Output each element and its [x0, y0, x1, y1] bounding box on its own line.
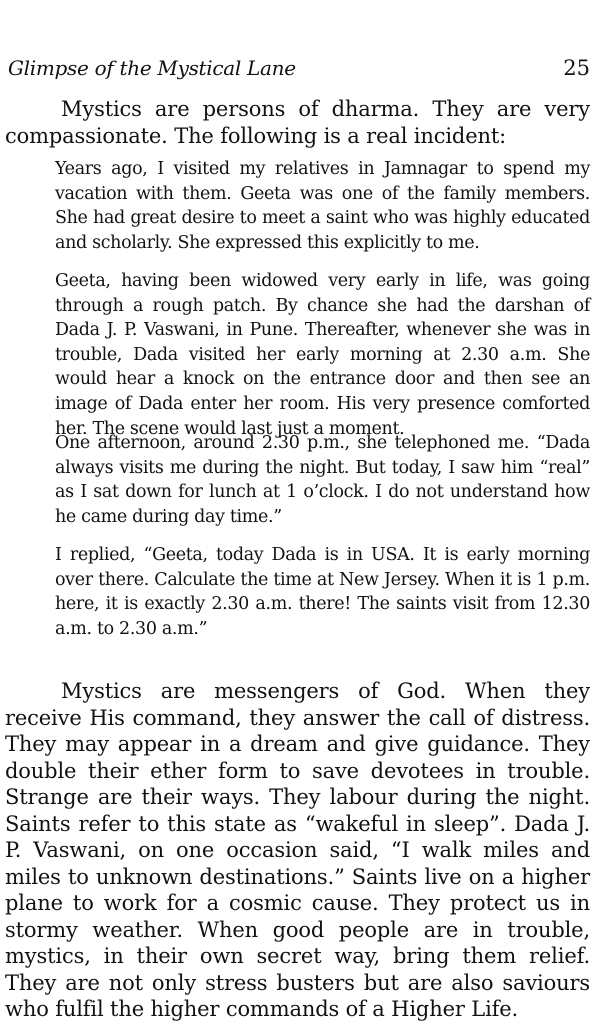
intro-paragraph: Mystics are persons of dharma. They are very compassionate. The following is a real incident: [5, 97, 590, 148]
page-number: 25 [563, 56, 590, 80]
running-title: Glimpse of the Mystical Lane [8, 56, 296, 80]
quote-paragraph: One afternoon, around 2.30 p.m., she telephoned me. “Dada always visits me during the night. But today, I saw him “real” as I sat down for lunch at 1 o’clock. I do not understand how he came during day time.” [55, 433, 590, 527]
quote-paragraph: Years ago, I visited my relatives in Jamnagar to spend my vacation with them. Geeta was one of the family members. She had great desire to meet a saint who was highly educated and scholarly. She expressed this explicitly to me. [55, 159, 590, 253]
page-header [8, 56, 590, 86]
quote-paragraph: Geeta, having been widowed very early in life, was going through a rough patch. By chance she had the darshan of Dada J. P. Vaswani, in Pune. Thereafter, whenever she was in trouble, Dada visited her early morning at 2.30 a.m. She would hear a knock on the entrance door and then see an image of Dada enter her room. His very presence comforted her. The scene would last just a moment. [55, 271, 590, 439]
closing-paragraph: Mystics are messengers of God. When they receive His command, they answer the call of distress. They may appear in a dream and give guidance. They double their ether form to save devotees in trouble. Strange are their ways. They labour during the night. Saints refer to this state as “wakeful in sleep”. Dada J. P. Vaswani, on one occasion said, “I walk miles and miles to unknown destinations.” Saints live on a higher plane to work for a cosmic cause. They protect us in stormy weather. When good people are in trouble, mystics, in their own secret way, bring them relief. They are not only stress busters but are also saviours who fulfil the higher commands of a Higher Life. [5, 679, 590, 1021]
quote-paragraph: I replied, “Geeta, today Dada is in USA. It is early morning over there. Calculate the time at New Jersey. When it is 1 p.m. here, it is exactly 2.30 a.m. there! The saints visit from 12.30 a.m. to 2.30 a.m.” [55, 545, 590, 639]
